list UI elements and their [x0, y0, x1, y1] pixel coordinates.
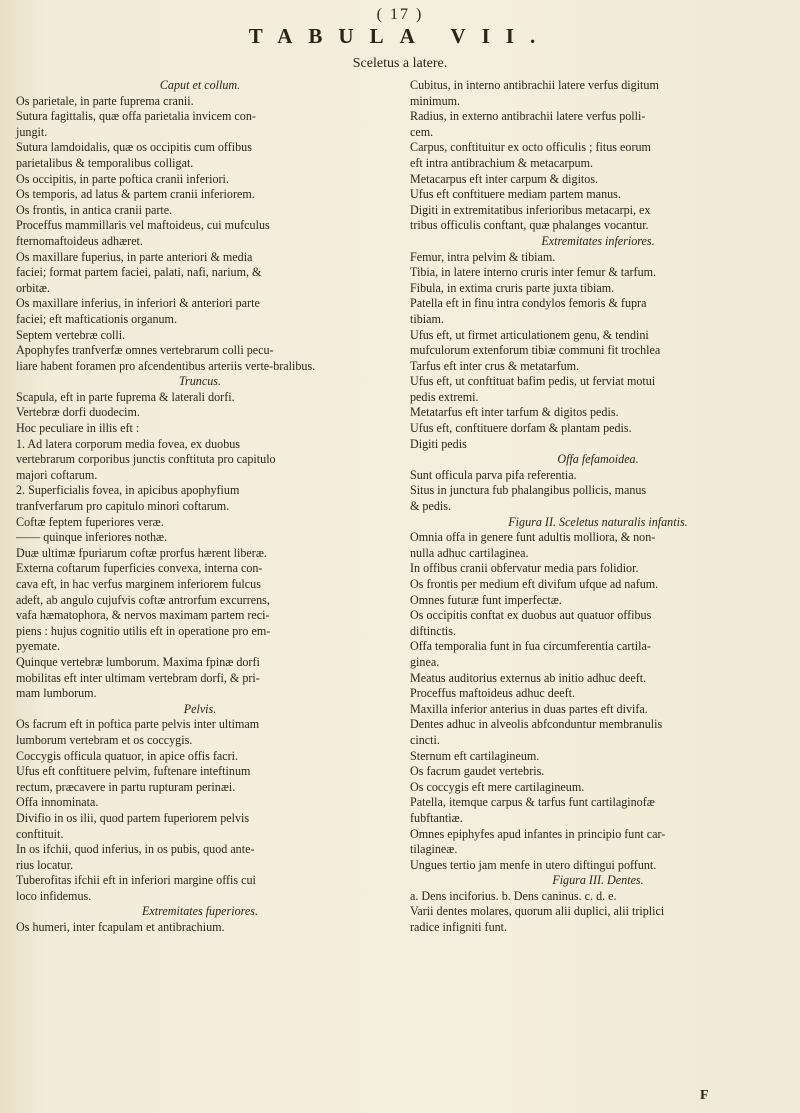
text-line: Coftæ feptem fuperiores veræ.	[16, 514, 164, 529]
text-line: nulla adhuc cartilaginea.	[410, 545, 529, 560]
text-line: Ufus eft conftituere pelvim, fuftenare inteftinum	[16, 764, 251, 779]
text-line: Proceffus mammillaris vel maftoideus, cui mufculus	[16, 218, 270, 233]
right-column	[410, 78, 786, 936]
text-line: Ungues tertio jam menfe in utero diftingui poffunt.	[410, 857, 657, 872]
text-line: cava eft, in hac verfus marginem inferiorem fulcus	[16, 577, 261, 591]
text-line: minimum.	[410, 93, 461, 108]
text-line: Femur, intra pelvim & tibiam.	[410, 249, 556, 264]
text-line: Hoc peculiare in illis eft :	[16, 421, 140, 436]
text-line: faciei; eft mafticationis organum.	[16, 311, 177, 326]
text-line: Offa innominata.	[16, 795, 99, 810]
text-line: Os frontis per medium eft divifum ufque ad nafum.	[410, 577, 659, 591]
text-line: In os ifchii, quod inferius, in os pubis, quod ante-	[16, 842, 255, 857]
text-line: mufculorum extenforum tibiæ communi fit trochlea	[410, 343, 661, 358]
text-line: Patella eft in finu intra condylos femoris & fupra	[410, 296, 647, 311]
text-line: Externa coftarum fuperficies convexa, interna con-	[16, 561, 263, 576]
text-line: Metatarfus eft inter tarfum & digitos pedis.	[410, 405, 619, 420]
text-line: Carpus, conftituitur ex octo officulis ; fitus eorum	[410, 140, 651, 155]
section-heading: Offa fefamoidea.	[557, 452, 639, 467]
text-line: Ufus eft conftituere mediam partem manus.	[410, 187, 621, 202]
text-line: 2. Superficialis fovea, in apicibus apophyfium	[16, 483, 240, 498]
text-line: loco infidemus.	[16, 888, 92, 903]
text-line: pedis extremi.	[410, 389, 479, 404]
text-line: Sunt officula parva pifa referentia.	[410, 467, 577, 482]
text-line: Dentes adhuc in alveolis abfconduntur membranulis	[410, 717, 663, 732]
text-line: Radius, in externo antibrachii latere verfus polli-	[410, 109, 646, 124]
text-line: tilagineæ.	[410, 842, 458, 857]
text-line: Digiti pedis	[410, 436, 467, 451]
text-line: tibiam.	[410, 311, 444, 326]
text-line: eft intra antibrachium & metacarpum.	[410, 155, 594, 170]
signature-mark: F	[700, 1088, 709, 1103]
text-line: Os temporis, ad latus & partem cranii inferiorem.	[16, 187, 255, 202]
text-line: pyemate.	[16, 639, 60, 654]
text-line: Os maxillare inferius, in inferiori & anteriori parte	[16, 296, 260, 311]
text-line: In offibus cranii obfervatur media pars folidior.	[410, 561, 639, 576]
text-line: Apophyfes tranfverfæ omnes vertebrarum colli pecu-	[16, 343, 274, 358]
text-line: Os humeri, inter fcapulam et antibrachium.	[16, 920, 225, 935]
text-line: faciei; format partem faciei, palati, nafi, narium, &	[16, 265, 262, 280]
section-heading: Extremitates inferiores.	[541, 233, 655, 248]
text-line: 1. Ad latera corporum media fovea, ex duobus	[16, 436, 240, 451]
text-line: fubftantiæ.	[410, 810, 463, 825]
text-line: Os parietale, in parte fuprema cranii.	[16, 93, 194, 108]
text-line: Ufus eft, ut conftituat bafim pedis, ut ferviat motui	[410, 374, 656, 389]
page-subtitle: Sceletus a latere.	[352, 56, 448, 71]
text-line: Coccygis officula quatuor, in apice offis facri.	[16, 748, 239, 763]
section-heading: Figura II. Sceletus naturalis infantis.	[508, 514, 688, 529]
text-line: Offa temporalia funt in fua circumferentia cartila-	[410, 639, 651, 654]
text-line: Vertebræ dorfi duodecim.	[16, 405, 140, 420]
text-line: vafa hæmatophora, & nervos maximam partem reci-	[16, 608, 270, 623]
text-line: diftinctis.	[410, 623, 457, 638]
text-line: Meatus auditorius externus ab initio adhuc deeft.	[410, 670, 647, 685]
text-line: Os coccygis eft mere cartilagineum.	[410, 779, 585, 794]
text-line: Os facrum eft in poftica parte pelvis inter ultimam	[16, 717, 260, 732]
text-line: ginea.	[410, 654, 440, 669]
text-line: Omnes futuræ funt imperfectæ.	[410, 592, 562, 607]
text-line: a. Dens inciforius. b. Dens caninus. c. d. e.	[410, 888, 617, 903]
text-line: Fibula, in extima cruris parte juxta tibiam.	[410, 280, 615, 295]
text-line: Proceffus maftoideus adhuc deeft.	[410, 686, 576, 701]
text-line: Sternum eft cartilagineum.	[410, 748, 540, 763]
text-line: Sutura lamdoidalis, quæ os occipitis cum offibus	[16, 140, 252, 155]
text-line: mam lumborum.	[16, 686, 97, 701]
text-line: rectum, præcavere in partu rupturam perinæi.	[16, 779, 236, 794]
text-line: Ufus eft, ut firmet articulationem genu, & tendini	[410, 327, 649, 342]
left-column	[16, 78, 384, 936]
text-line: Scapula, eft in parte fuprema & laterali dorfi.	[16, 389, 235, 404]
text-line: tribus officulis conftant, quæ phalanges vocantur.	[410, 218, 649, 233]
text-line: Situs in junctura fub phalangibus pollicis, manus	[410, 483, 647, 498]
text-line: jungit.	[16, 124, 48, 139]
text-line: Tuberofitas ifchii eft in inferiori margine offis cui	[16, 873, 256, 888]
section-heading: Caput et collum.	[159, 78, 241, 92]
text-line: & pedis.	[410, 499, 451, 514]
text-line: —— quinque inferiores nothæ.	[16, 530, 168, 545]
text-line: adeft, ab angulo cujufvis coftæ antrorfum excurrens,	[16, 592, 270, 607]
text-line: vertebrarum corporibus junctis conftituta pro capitulo	[16, 452, 276, 467]
text-line: piens : hujus cognitio utilis eft in operatione pro em-	[16, 623, 271, 638]
section-heading: Figura III. Dentes.	[552, 873, 644, 888]
text-line: orbitæ.	[16, 280, 50, 295]
text-line: Tibia, in latere interno cruris inter femur & tarfum.	[410, 265, 657, 280]
text-line: Divifio in os ilii, quod partem fuperiorem pelvis	[16, 810, 250, 825]
text-line: mobilitas eft inter ultimam vertebram dorfi, & pri-	[16, 670, 260, 685]
text-line: conftituit.	[16, 826, 64, 841]
text-line: Os frontis, in antica cranii parte.	[16, 202, 173, 217]
text-line: tranfverfarum pro capitulo minori coftarum.	[16, 499, 230, 514]
text-line: Cubitus, in interno antibrachii latere verfus digitum	[410, 78, 659, 92]
section-heading: Truncus.	[178, 374, 221, 389]
text-line: Ufus eft, conftituere dorfam & plantam pedis.	[410, 421, 632, 436]
section-heading: Extremitates fuperiores.	[142, 904, 258, 919]
text-line: fternomaftoideus adhæret.	[16, 233, 143, 248]
text-line: radice infigniti funt.	[410, 920, 508, 935]
text-line: Omnia offa in genere funt adultis molliora, & non-	[410, 530, 656, 545]
text-line: majori coftarum.	[16, 467, 98, 482]
section-heading: Pelvis.	[183, 701, 217, 716]
text-line: liare habent foramen pro afcendentibus arteriis verte-bralibus.	[16, 358, 316, 373]
text-line: Tarfus eft inter crus & metatarfum.	[410, 358, 580, 373]
text-line: Sutura fagittalis, quæ offa parietalia invicem con-	[16, 109, 256, 124]
page-title: TABULA VII.	[248, 24, 552, 48]
text-line: Os maxillare fuperius, in parte anteriori & media	[16, 249, 253, 264]
text-line: parietalibus & temporalibus colligat.	[16, 155, 194, 170]
text-line: Maxilla inferior anterius in duas partes eft divifa.	[410, 701, 648, 716]
text-line: Os facrum gaudet vertebris.	[410, 764, 545, 779]
text-line: cincti.	[410, 732, 440, 747]
page-number: ( 17 )	[376, 6, 424, 23]
text-line: Os occipitis conftat ex duobus aut quatuor offibus	[410, 608, 652, 623]
text-line: Metacarpus eft inter carpum & digitos.	[410, 171, 599, 186]
text-line: rius locatur.	[16, 857, 74, 872]
text-line: Duæ ultimæ fpuriarum coftæ prorfus hærent liberæ.	[16, 545, 267, 560]
text-line: Quinque vertebræ lumborum. Maxima fpinæ dorfi	[16, 654, 260, 669]
text-line: Os occipitis, in parte poftica cranii inferiori.	[16, 171, 229, 186]
text-line: cem.	[410, 124, 434, 139]
text-line: Patella, itemque carpus & tarfus funt cartilaginofæ	[410, 795, 655, 810]
text-line: Omnes epiphyfes apud infantes in principio funt car-	[410, 826, 666, 841]
text-line: Digiti in extremitatibus inferioribus metacarpi, ex	[410, 202, 651, 217]
text-line: Varii dentes molares, quorum alii duplici, alii triplici	[410, 904, 665, 919]
text-line: Septem vertebræ colli.	[16, 327, 126, 342]
text-line: lumborum vertebram et os coccygis.	[16, 732, 193, 747]
